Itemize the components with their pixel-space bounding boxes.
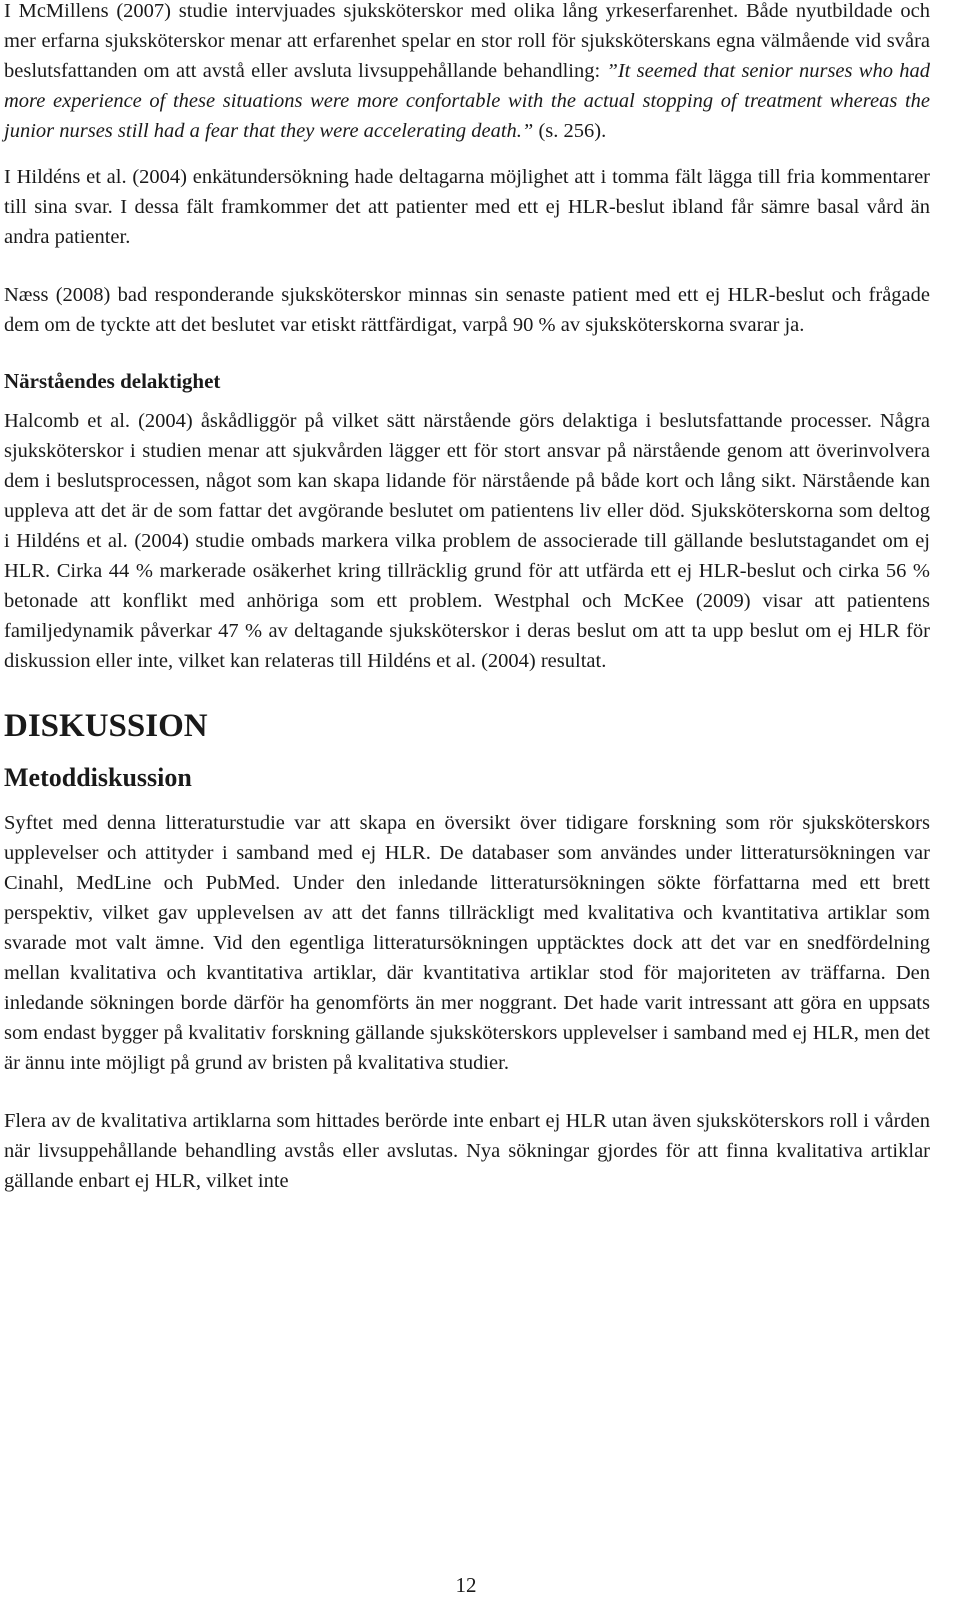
heading-metoddiskussion: Metoddiskussion <box>4 763 192 792</box>
paragraph-mcmillen-lead: I McMillens (2007) studie intervjuades sjuksköterskor med olika lång yrkeserfarenhet. Både nyutbildade och mer erfarna sjuksköterskor menar att erfarenhet spelar en stor roll för sjuksköterskans egna välmående vid svåra beslutsfattanden om att avstå eller avsluta livsuppehållande behandling: <box>4 0 930 82</box>
heading-diskussion: DISKUSSION <box>4 708 208 744</box>
heading-narstaendes-delaktighet: Närståendes delaktighet <box>4 369 221 393</box>
paragraph-naess: Næss (2008) bad responderande sjuksköterskor minnas sin senaste patient med ett ej HLR-beslut och frågade dem om de tyckte att det beslutet var etiskt rättfärdigat, varpå 90 % av sjuksköterskorna svarar ja. <box>4 284 930 336</box>
page-number: 12 <box>455 1573 477 1597</box>
paragraph-hilden: I Hildéns et al. (2004) enkätundersökning hade deltagarna möjlighet att i tomma fält lägga till fria kommentarer till sina svar. I dessa fält framkommer det att patienter med ett ej HLR-beslut ibland får sämre basal vård än andra patienter. <box>4 166 930 248</box>
paragraph-kvalitativa-artiklar: Flera av de kvalitativa artiklarna som hittades berörde inte enbart ej HLR utan även sjuksköterskors roll i vården när livsuppehållande behandling avstås eller avslutas. Nya sökningar gjordes för att finna kvalitativa artiklar gällande enbart ej HLR, vilket inte <box>4 1110 930 1192</box>
paragraph-mcmillen <box>4 0 930 146</box>
paragraph-mcmillen-quote: ”It seemed that senior nurses who had more experience of these situations were more confortable with the actual stopping of treatment whereas the junior nurses still had a fear that they were accelerating death.” <box>4 60 930 142</box>
document-page <box>4 0 930 1196</box>
paragraph-syfte: Syftet med denna litteraturstudie var att skapa en översikt över tidigare forskning som rör sjuksköterskors upplevelser och attityder i samband med ej HLR. De databaser som användes under litteratursökningen var Cinahl, MedLine och PubMed. Under den inledande litteratursökningen sökte författarna med ett brett perspektiv, vilket gav upplevelsen av att det fanns tillräckligt med kvalitativa och kvantitativa artiklar som svarade mot valt ämne. Vid den egentliga litteratursökningen upptäcktes dock att det var en snedfördelning mellan kvalitativa och kvantitativa artiklar, där kvantitativa artiklar stod för majoriteten av träffarna. Den inledande sökningen borde därför ha genomförts än mer noggrant. Det hade varit intressant att göra en uppsats som endast bygger på kvalitativ forskning gällande sjuksköterskors upplevelser i samband med ej HLR, men det är ännu inte möjligt på grund av bristen på kvalitativa studier. <box>4 812 930 1074</box>
paragraph-mcmillen-citation: (s. 256). <box>533 120 607 142</box>
paragraph-halcomb: Halcomb et al. (2004) åskådliggör på vilket sätt närstående görs delaktiga i beslutsfattande processer. Några sjuksköterskor i studien menar att sjukvården lägger ett för stort ansvar på närstående genom att överinvolvera dem i beslutsprocessen, något som kan skapa lidande för närstående på både kort och lång sikt. Närstående kan uppleva att det är de som fattar det avgörande beslutet om patientens liv eller död. Sjuksköterskorna som deltog i Hildéns et al. (2004) studie ombads markera vilka problem de associerade till gällande beslutstagandet om ej HLR. Cirka 44 % markerade osäkerhet kring tillräcklig grund för att utfärda ett ej HLR-beslut och cirka 56 % betonade att konflikt med anhöriga som ett problem. Westphal och McKee (2009) visar att patientens familjedynamik påverkar 47 % av deltagande sjuksköterskor i deras beslut om att ta upp beslut om ej HLR för diskussion eller inte, vilket kan relateras till Hildéns et al. (2004) resultat. <box>4 410 930 672</box>
